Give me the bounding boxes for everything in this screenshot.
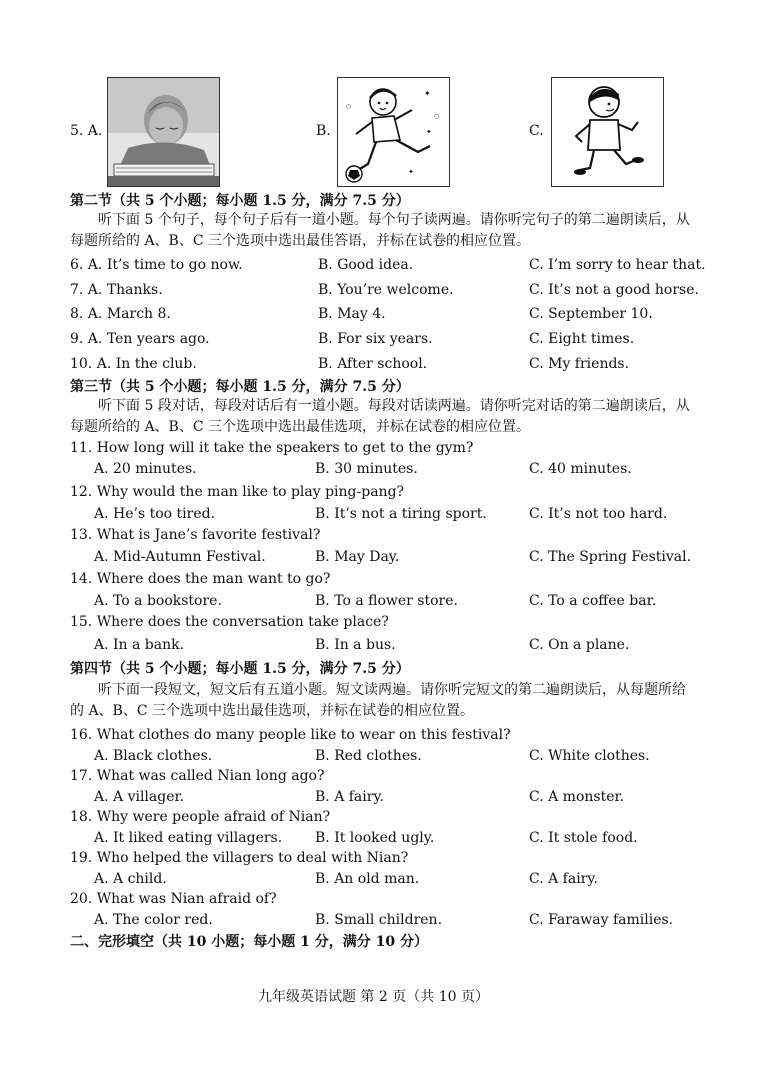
boy-kicking-ball-icon <box>337 77 450 187</box>
q18-option-b: B. It looked ugly. <box>315 830 435 846</box>
svg-text:○: ○ <box>434 113 440 120</box>
q14-option-a: A. To a bookstore. <box>94 593 222 609</box>
q16-option-c: C. White clothes. <box>529 748 650 764</box>
q18-option-a: A. It liked eating villagers. <box>94 830 283 846</box>
q10-option-a: 10. A. In the club. <box>70 356 197 372</box>
svg-text:✦: ✦ <box>426 128 432 136</box>
q16-stem: 16. What clothes do many people like to wear on this festival? <box>70 727 511 743</box>
q6-option-c: C. I’m sorry to hear that. <box>529 257 706 273</box>
q10-option-c: C. My friends. <box>529 356 630 372</box>
q11-option-c: C. 40 minutes. <box>529 461 632 477</box>
q5-option-b-label: B. <box>316 123 331 139</box>
q13-option-c: C. The Spring Festival. <box>529 549 692 565</box>
q6-option-b: B. Good idea. <box>318 257 414 273</box>
q17-option-c: C. A monster. <box>529 789 625 805</box>
q14-option-c: C. To a coffee bar. <box>529 593 657 609</box>
q8-option-b: B. May 4. <box>318 306 386 322</box>
q6-option-a: 6. A. It’s time to go now. <box>70 257 243 273</box>
q17-option-b: B. A fairy. <box>315 789 384 805</box>
q19-stem: 19. Who helped the villagers to deal with Nian? <box>70 850 409 866</box>
section2-heading: 第二节（共 5 个小题；每小题 1.5 分，满分 7.5 分） <box>70 193 410 209</box>
q9-option-c: C. Eight times. <box>529 331 635 347</box>
q17-option-a: A. A villager. <box>94 789 185 805</box>
q20-stem: 20. What was Nian afraid of? <box>70 891 277 907</box>
q15-stem: 15. Where does the conversation take place? <box>70 614 389 630</box>
q7-option-a: 7. A. Thanks. <box>70 282 163 298</box>
q15-option-b: B. In a bus. <box>315 637 396 653</box>
q14-option-b: B. To a flower store. <box>315 593 458 609</box>
q9-option-b: B. For six years. <box>318 331 433 347</box>
q16-option-a: A. Black clothes. <box>94 748 213 764</box>
svg-text:✦: ✦ <box>408 168 414 176</box>
q5-number: 5. A. <box>70 123 103 139</box>
section3-heading: 第三节（共 5 个小题；每小题 1.5 分，满分 7.5 分） <box>70 379 410 395</box>
part2-heading: 二、完形填空（共 10 小题；每小题 1 分，满分 10 分） <box>70 934 428 950</box>
q12-stem: 12. Why would the man like to play ping-pang? <box>70 484 405 500</box>
q12-option-a: A. He’s too tired. <box>94 506 216 522</box>
q13-stem: 13. What is Jane’s favorite festival? <box>70 527 321 543</box>
q17-stem: 17. What was called Nian long ago? <box>70 768 325 784</box>
section4-heading: 第四节（共 5 个小题；每小题 1.5 分，满分 7.5 分） <box>70 661 410 677</box>
section3-instruction: 听下面 5 段对话，每段对话后有一道小题。每段对话读两遍。请你听完对话的第二遍朗读后，从每题所给的 A、B、C 三个选项中选出最佳选项，并标在试卷的相应位置。 <box>70 398 690 435</box>
q8-option-a: 8. A. March 8. <box>70 306 171 322</box>
section2-instruction: 听下面 5 个句子，每个句子后有一道小题。每个句子读两遍。请你听完句子的第二遍朗读后，从每题所给的 A、B、C 三个选项中选出最佳答语，并标在试卷的相应位置。 <box>70 212 690 249</box>
q12-option-b: B. It’s not a tiring sport. <box>315 506 487 522</box>
q13-option-a: A. Mid-Autumn Festival. <box>94 549 266 565</box>
q20-option-c: C. Faraway families. <box>529 912 674 928</box>
q11-option-a: A. 20 minutes. <box>94 461 197 477</box>
section4-instruction: 听下面一段短文，短文后有五道小题。短文读两遍。请你听完短文的第二遍朗读后，从每题所给的 A、B、C 三个选项中选出最佳选项，并标在试卷的相应位置。 <box>70 682 686 719</box>
q16-option-b: B. Red clothes. <box>315 748 422 764</box>
q15-option-a: A. In a bank. <box>94 637 185 653</box>
q18-stem: 18. Why were people afraid of Nian? <box>70 809 331 825</box>
q19-option-b: B. An old man. <box>315 871 420 887</box>
q11-stem: 11. How long will it take the speakers to get to the gym? <box>70 440 474 456</box>
page-footer: 九年级英语试题 第 2 页（共 10 页） <box>258 989 489 1005</box>
q20-option-a: A. The color red. <box>94 912 213 928</box>
q19-option-a: A. A child. <box>94 871 167 887</box>
q13-option-b: B. May Day. <box>315 549 400 565</box>
q10-option-b: B. After school. <box>318 356 428 372</box>
q9-option-a: 9. A. Ten years ago. <box>70 331 210 347</box>
svg-text:✦: ✦ <box>424 89 431 98</box>
q19-option-c: C. A fairy. <box>529 871 598 887</box>
q15-option-c: C. On a plane. <box>529 637 630 653</box>
q12-option-c: C. It’s not too hard. <box>529 506 668 522</box>
q7-option-c: C. It’s not a good horse. <box>529 282 699 298</box>
sleeping-child-icon <box>107 77 220 187</box>
q8-option-c: C. September 10. <box>529 306 653 322</box>
q11-option-b: B. 30 minutes. <box>315 461 418 477</box>
svg-text:○: ○ <box>346 103 352 110</box>
q20-option-b: B. Small children. <box>315 912 443 928</box>
q18-option-c: C. It stole food. <box>529 830 638 846</box>
boy-running-icon <box>551 77 664 187</box>
q14-stem: 14. Where does the man want to go? <box>70 571 331 587</box>
q5-option-c-label: C. <box>529 123 544 139</box>
q7-option-b: B. You’re welcome. <box>318 282 454 298</box>
